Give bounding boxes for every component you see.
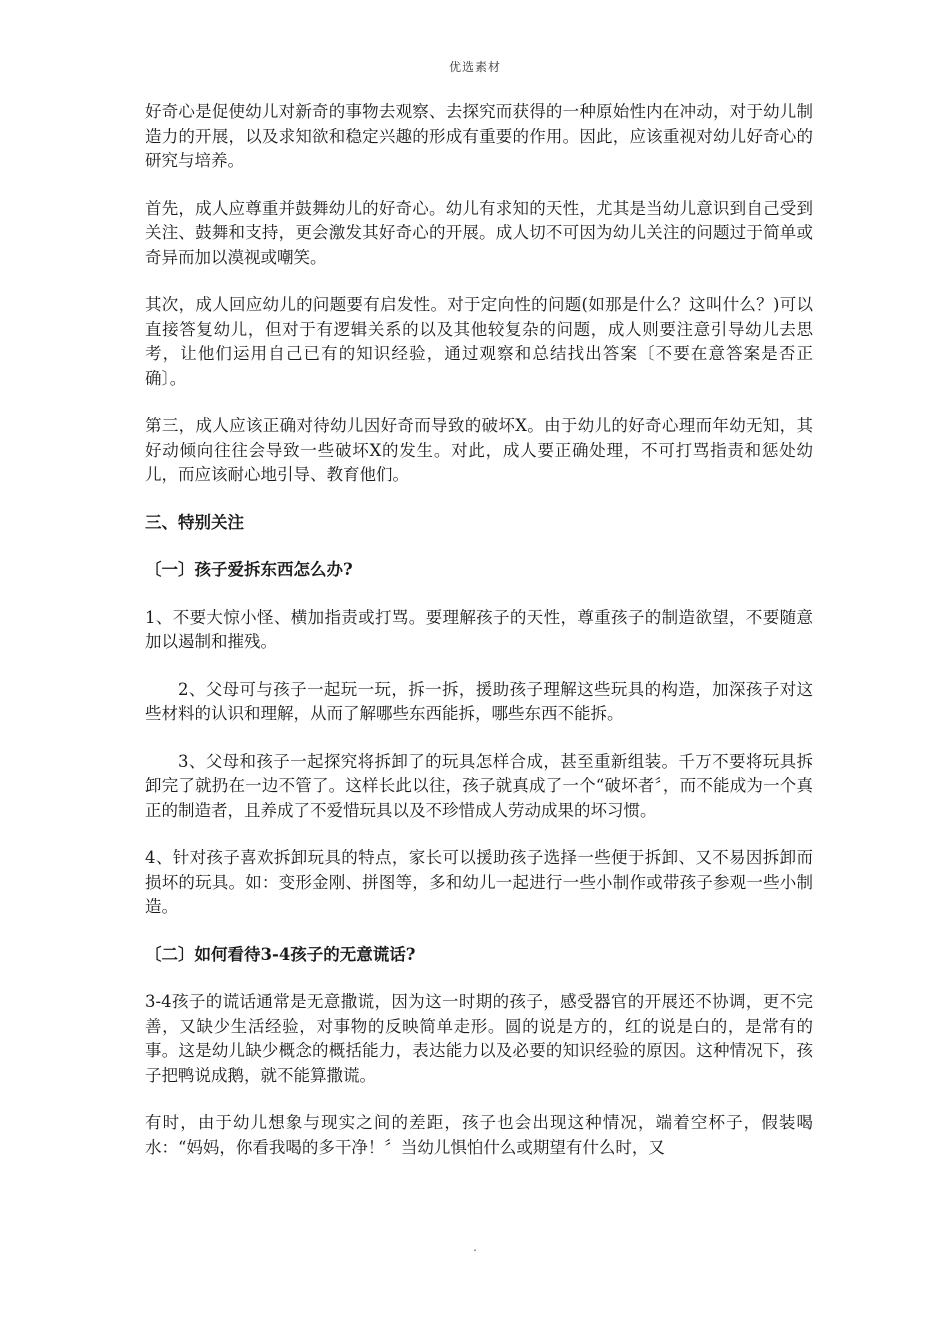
page-footer: .: [473, 1240, 477, 1254]
list-item-2: 2、父母可与孩子一起玩一玩，拆一拆，援助孩子理解这些玩具的构造，加深孩子对这些材料的认识和理解，从而了解哪些东西能拆，哪些东西不能拆。: [145, 679, 813, 723]
list-item-4: 4、针对孩子喜欢拆卸玩具的特点，家长可以援助孩子选择一些便于拆卸、又不易因拆卸而损坏的玩具。如：变形金刚、拼图等，多和幼儿一起进行一些小制作或带孩子参观一些小制造。: [145, 848, 813, 916]
subheading-unintentional-lies: 〔二〕如何看待3-4孩子的无意谎话?: [145, 944, 416, 964]
paragraph-curiosity-intro: 好奇心是促使幼儿对新奇的事物去观察、去探究而获得的一种原始性内在冲动，对于幼儿制造力的开展，以及求知欲和稳定兴趣的形成有重要的作用。因此，应该重视对幼儿好奇心的研究与培养。: [145, 102, 813, 170]
paragraph-unintentional-lies: 3-4孩子的谎话通常是无意撒谎，因为这一时期的孩子，感受器官的开展还不协调，更不完善，又缺少生活经验，对事物的反映简单走形。圆的说是方的，红的说是白的，是常有的事。这是幼儿缺少概念的概括能力，表达能力以及必要的知识经验的原因。这种情况下，孩子把鸭说成鹅，就不能算撒谎。: [145, 992, 813, 1085]
subheading-disassembling: 〔一〕孩子爱拆东西怎么办?: [145, 560, 353, 579]
document-body: [145, 100, 813, 1183]
paragraph-respect-curiosity: 首先，成人应尊重并鼓舞幼儿的好奇心。幼儿有求知的天性，尤其是当幼儿意识到自己受到关注、鼓舞和支持，更会激发其好奇心的开展。成人切不可因为幼儿关注的问题过于简单或奇异而加以漠视或嘲笑。: [145, 198, 813, 267]
paragraph-inspiring-answers: 其次，成人回应幼儿的问题要有启发性。对于定向性的问题(如那是什么？这叫什么？)可以直接答复幼儿，但对于有逻辑关系的以及其他较复杂的问题，成人则要注意引导幼儿去思考，让他们运用自己已有的知识经验，通过观察和总结找出答案〔不要在意答案是否正确〕。: [145, 295, 813, 388]
paragraph-imagination-gap: 有时，由于幼儿想象与现实之间的差距，孩子也会出现这种情况，端着空杯子，假装喝水：“妈妈，你看我喝的多干净！〞当幼儿惧怕什么或期望有什么时，又: [145, 1113, 813, 1157]
page-header: 优选素材: [448, 60, 501, 74]
list-item-1: 1、不要大惊小怪、横加指责或打骂。要理解孩子的天性，尊重孩子的制造欲望，不要随意加以遏制和摧残。: [145, 607, 813, 651]
section-heading-special-attention: 三、特别关注: [145, 512, 244, 532]
paragraph-handle-destruction: 第三，成人应该正确对待幼儿因好奇而导致的破坏X。由于幼儿的好奇心理而年幼无知，其好动倾向往往会导致一些破坏X的发生。对此，成人要正确处理，不可打骂指责和惩处幼儿，而应该耐心地引导、教育他们。: [145, 416, 813, 484]
list-item-3: 3、父母和孩子一起探究将拆卸了的玩具怎样合成，甚至重新组装。千万不要将玩具拆卸完了就扔在一边不管了。这样长此以往，孩子就真成了一个“破坏者〞，而不能成为一个真正的制造者，且养成了不爱惜玩具以及不珍惜成人劳动成果的坏习惯。: [145, 751, 813, 820]
